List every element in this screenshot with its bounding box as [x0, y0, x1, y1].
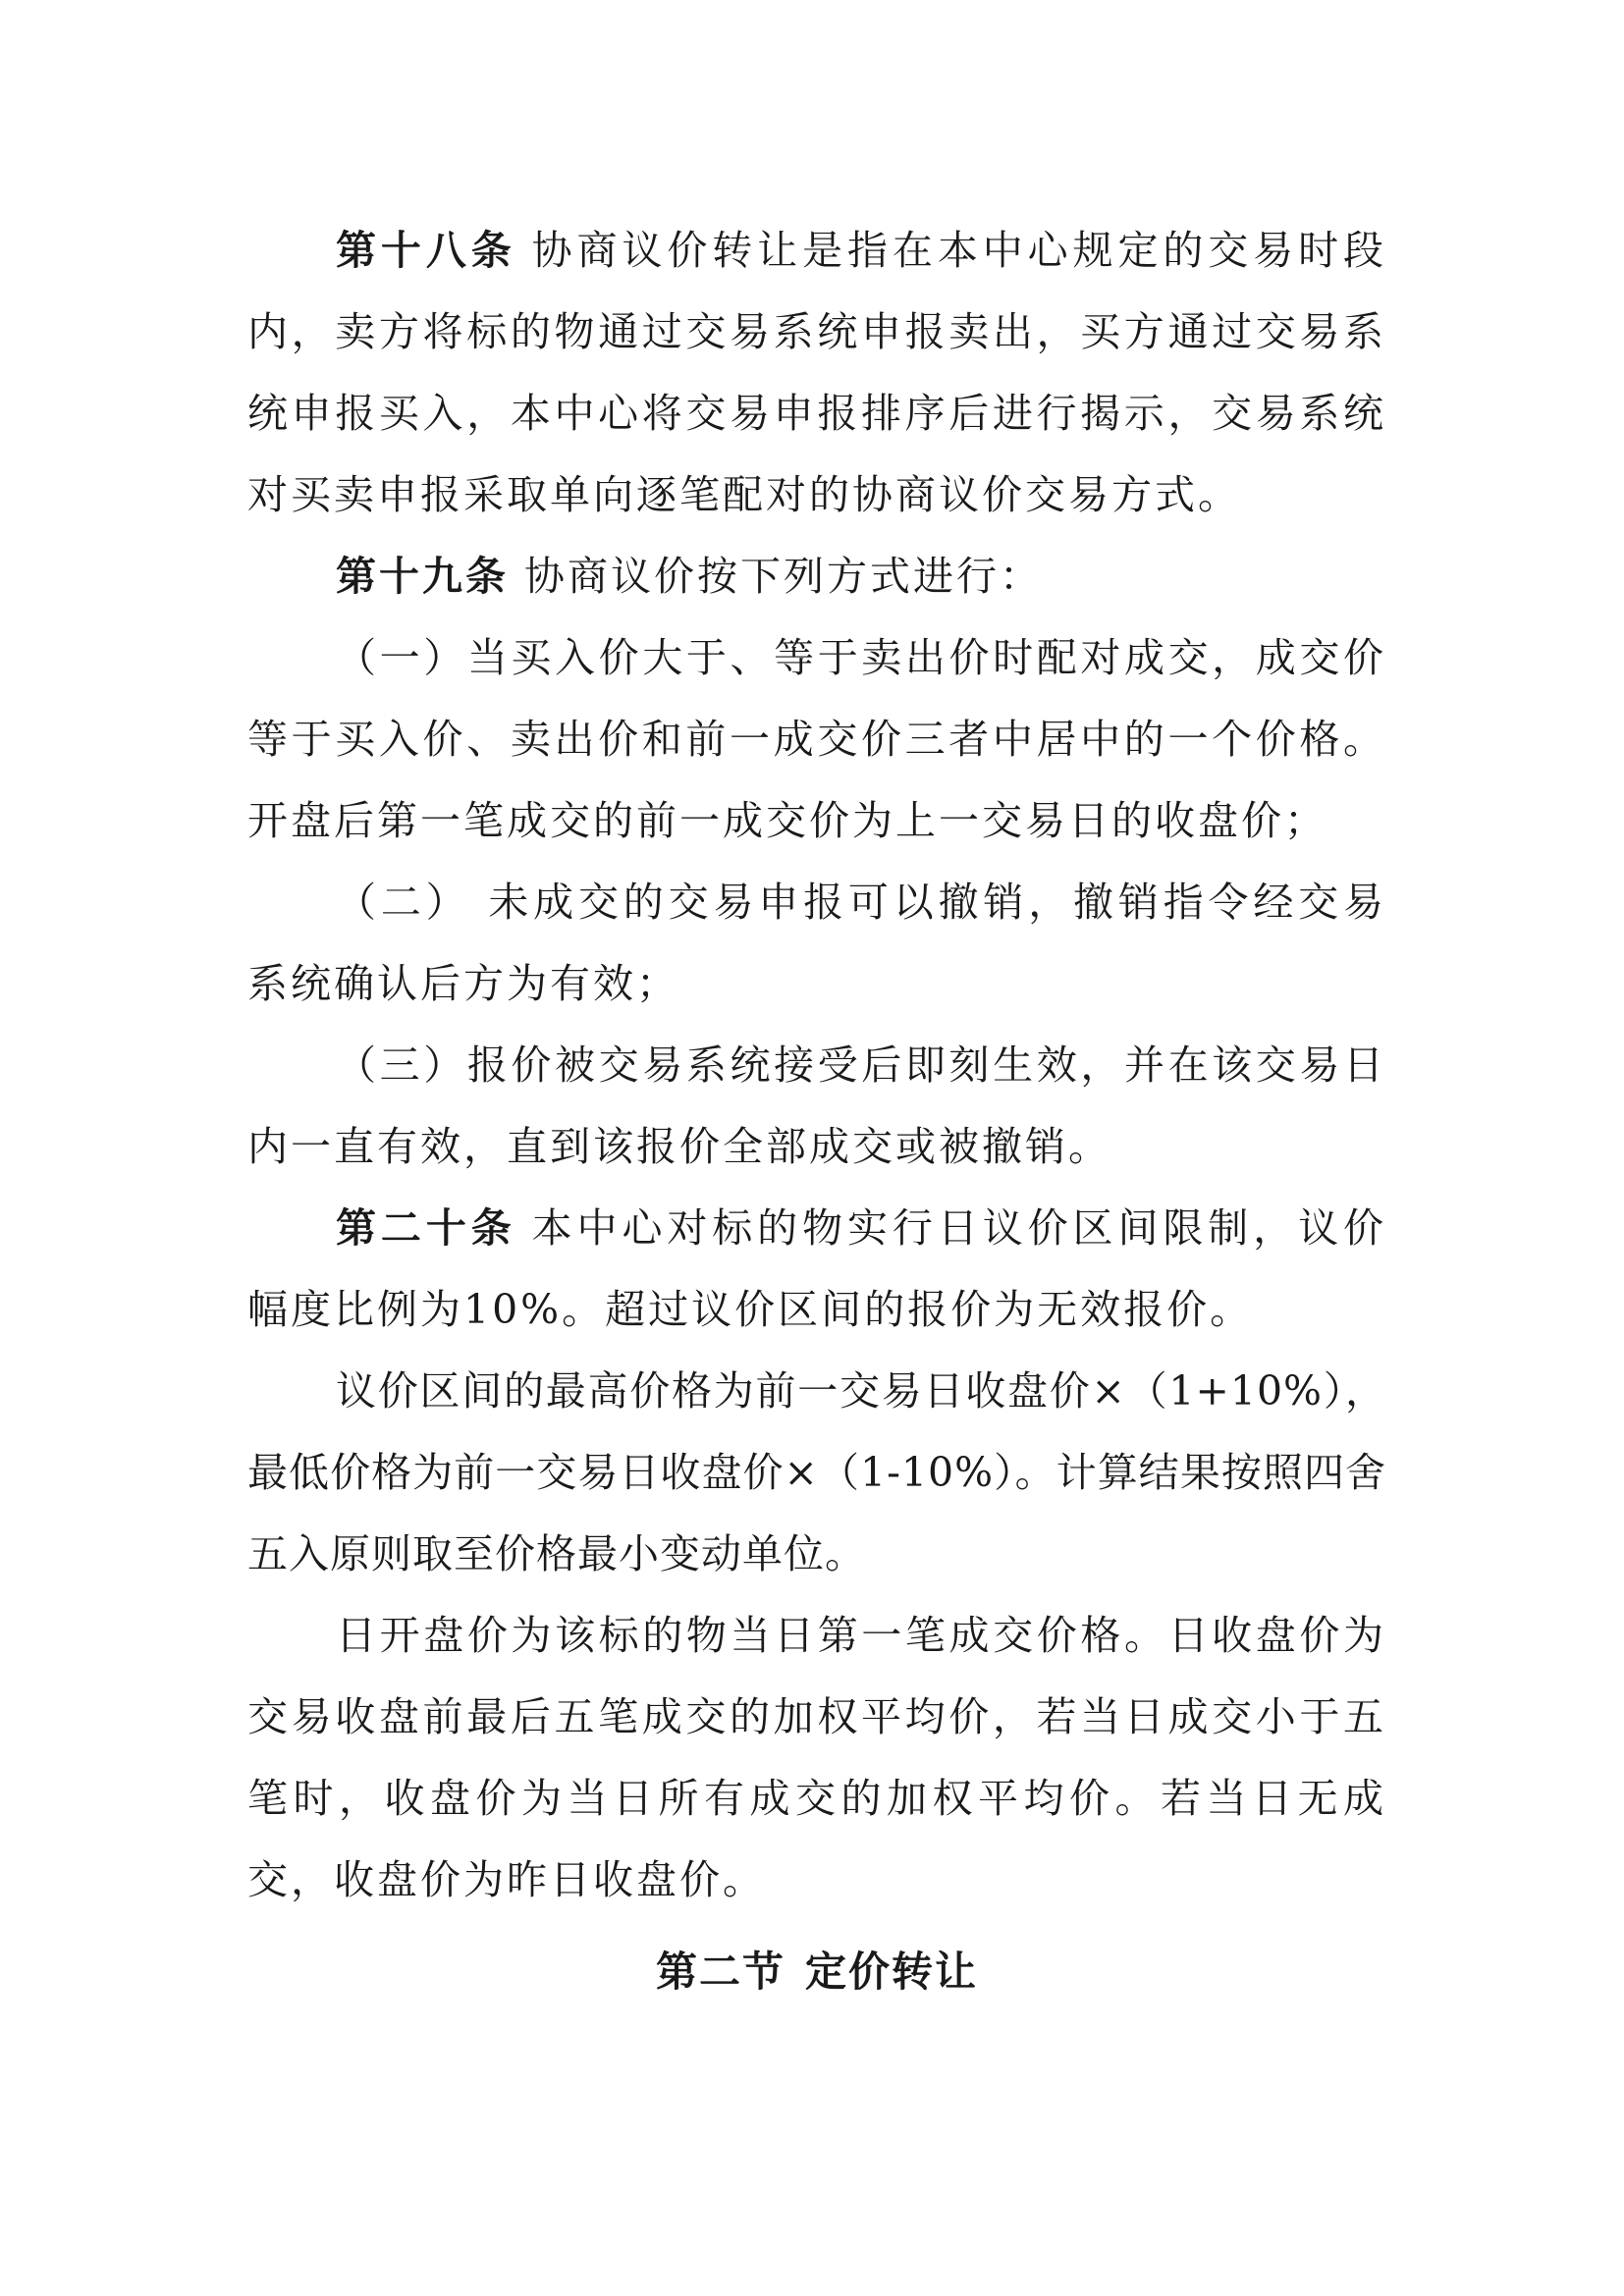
- price-range-paragraph: [247, 1351, 1386, 1595]
- article-text: 协商议价转让是指在本中心规定的交易时段内，卖方将标的物通过交易系统申报卖出，买方通过交易系统申报买入，本中心将交易申报排序后进行揭示，交易系统对买卖申报采取单向逐笔配对的协商议价交易方式。: [247, 227, 1387, 518]
- article-18-paragraph: [247, 210, 1386, 536]
- article-heading: 第十八条: [336, 227, 516, 274]
- clause-text: （二） 未成交的交易申报可以撤销，撤销指令经交易系统确认后方为有效；: [247, 879, 1386, 1007]
- article-heading: 第二十条: [336, 1204, 516, 1252]
- clause-1-paragraph: [247, 617, 1386, 862]
- document-body: [247, 210, 1386, 2012]
- clause-text: （三）报价被交易系统接受后即刻生效，并在该交易日内一直有效，直到该报价全部成交或被撤销。: [247, 1041, 1386, 1170]
- paragraph-text: 议价区间的最高价格为前一交易日收盘价×（1+10%），最低价格为前一交易日收盘价×（1-10%）。计算结果按照四舍五入原则取至价格最小变动单位。: [247, 1367, 1386, 1577]
- clause-2-paragraph: [247, 862, 1386, 1025]
- article-text: 协商议价按下列方式进行：: [524, 553, 1043, 600]
- article-text: 本中心对标的物实行日议价区间限制，议价幅度比例为10%。超过议价区间的报价为无效报价。: [247, 1204, 1387, 1333]
- article-19-paragraph: [247, 536, 1386, 617]
- clause-3-paragraph: [247, 1025, 1386, 1188]
- section-number: 第二节: [655, 1948, 785, 1996]
- section-heading: [247, 1931, 1386, 2012]
- section-title-text: 定价转让: [805, 1948, 979, 1996]
- article-heading: 第十九条: [336, 553, 509, 600]
- opening-closing-price-paragraph: [247, 1595, 1386, 1921]
- article-20-paragraph: [247, 1188, 1386, 1351]
- paragraph-text: 日开盘价为该标的物当日第一笔成交价格。日收盘价为交易收盘前最后五笔成交的加权平均价，若当日成交小于五笔时，收盘价为当日所有成交的加权平均价。若当日无成交，收盘价为昨日收盘价。: [247, 1612, 1386, 1903]
- clause-text: （一）当买入价大于、等于卖出价时配对成交，成交价等于买入价、卖出价和前一成交价三者中居中的一个价格。开盘后第一笔成交的前一成交价为上一交易日的收盘价；: [247, 634, 1386, 844]
